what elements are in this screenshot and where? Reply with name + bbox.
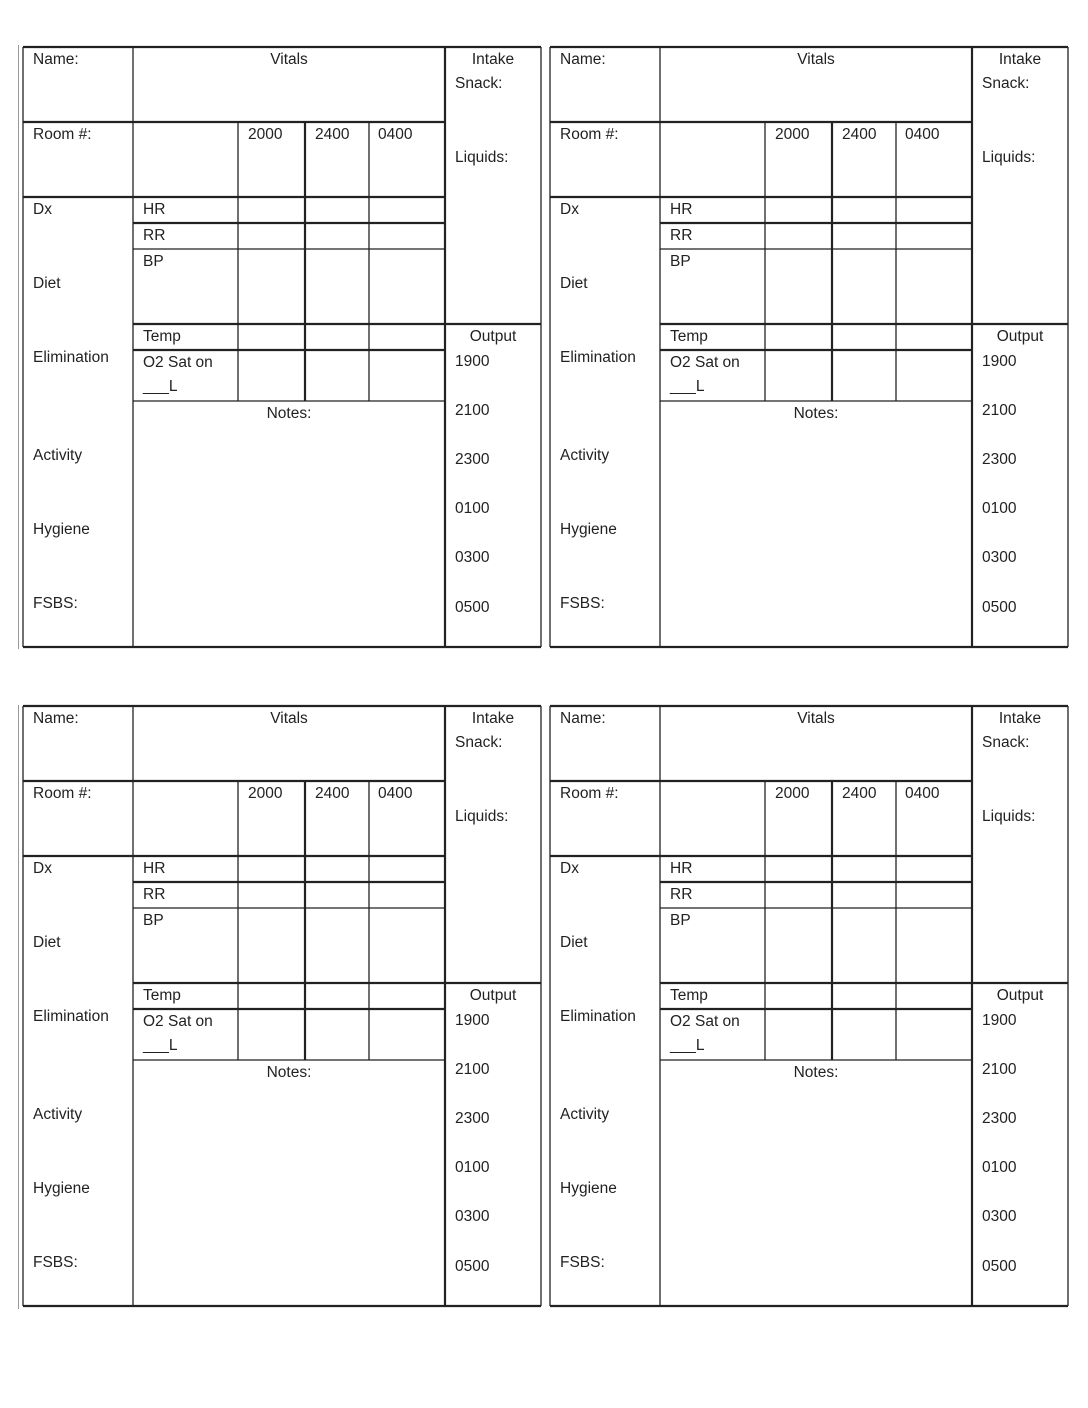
vital-label-o2-liters: ___L [143, 1037, 178, 1054]
output-time-3: 2300 [455, 451, 490, 468]
output-time-1: 1900 [455, 353, 490, 370]
vital-cell-bp-1[interactable] [240, 251, 303, 322]
vital-label-temp: Temp [143, 987, 181, 1004]
vital-label-hr: HR [670, 201, 693, 218]
output-time-6: 0500 [455, 1258, 490, 1275]
output-time-4: 0100 [982, 1159, 1017, 1176]
vital-cell-hr-2[interactable] [307, 199, 367, 221]
vital-label-o2-sat: O2 Sat on [143, 354, 213, 371]
time-header-2400: 2400 [315, 785, 350, 802]
activity-label: Activity [560, 447, 610, 464]
vitals-header: Vitals [270, 710, 308, 727]
output-time-2: 2100 [982, 402, 1017, 419]
output-time-3: 2300 [455, 1110, 490, 1127]
room-field[interactable] [628, 124, 658, 194]
vital-label-bp: BP [670, 912, 691, 929]
vital-label-rr: RR [670, 227, 693, 244]
liquids-label: Liquids: [982, 808, 1036, 825]
diet-label: Diet [560, 275, 588, 292]
output-time-1: 1900 [455, 1012, 490, 1029]
name-label: Name: [560, 710, 606, 727]
activity-label: Activity [560, 1106, 610, 1123]
vital-cell-temp-1[interactable] [767, 326, 830, 348]
output-header: Output [996, 987, 1044, 1004]
vital-cell-rr-2[interactable] [834, 225, 894, 247]
output-header: Output [469, 987, 517, 1004]
notes-label: Notes: [266, 1064, 312, 1081]
notes-field[interactable] [662, 1086, 970, 1302]
vital-cell-o2-1[interactable] [240, 352, 303, 399]
vital-cell-hr-3[interactable] [898, 199, 970, 221]
vital-cell-o2-3[interactable] [898, 1011, 970, 1058]
time-header-2400: 2400 [315, 126, 350, 143]
patient-card-top-right [550, 47, 1070, 649]
room-field[interactable] [628, 783, 658, 853]
output-time-6: 0500 [455, 599, 490, 616]
output-time-5: 0300 [455, 1208, 490, 1225]
vital-label-rr: RR [670, 886, 693, 903]
dx-label: Dx [33, 860, 52, 877]
vitals-header: Vitals [797, 51, 835, 68]
vital-label-bp: BP [143, 253, 164, 270]
elimination-label: Elimination [560, 1008, 636, 1025]
vital-cell-rr-2[interactable] [307, 884, 367, 906]
vital-cell-bp-3[interactable] [371, 910, 443, 981]
liquids-field[interactable] [974, 828, 1066, 978]
vital-label-o2-sat: O2 Sat on [143, 1013, 213, 1030]
vital-cell-rr-3[interactable] [371, 225, 443, 247]
name-field[interactable] [93, 708, 131, 778]
output-time-5: 0300 [455, 549, 490, 566]
room-label: Room #: [33, 126, 92, 143]
name-field[interactable] [620, 708, 658, 778]
vital-cell-temp-3[interactable] [898, 326, 970, 348]
vital-cell-rr-2[interactable] [307, 225, 367, 247]
name-label: Name: [560, 51, 606, 68]
page-margin-line [18, 45, 19, 649]
output-time-5: 0300 [982, 549, 1017, 566]
vital-cell-o2-2[interactable] [307, 1011, 367, 1058]
vital-label-o2-sat: O2 Sat on [670, 354, 740, 371]
intake-header: Intake [998, 51, 1042, 68]
vital-cell-bp-3[interactable] [898, 251, 970, 322]
vital-cell-hr-2[interactable] [307, 858, 367, 880]
liquids-field[interactable] [447, 828, 539, 978]
vital-cell-temp-3[interactable] [371, 985, 443, 1007]
time-header-0400: 0400 [378, 785, 413, 802]
vital-cell-temp-2[interactable] [834, 326, 894, 348]
output-time-2: 2100 [982, 1061, 1017, 1078]
output-time-4: 0100 [455, 500, 490, 517]
output-header: Output [996, 328, 1044, 345]
time-header-0400: 0400 [378, 126, 413, 143]
vital-cell-bp-1[interactable] [767, 910, 830, 981]
dx-label: Dx [560, 201, 579, 218]
time-header-2000: 2000 [248, 785, 283, 802]
vital-cell-bp-3[interactable] [898, 910, 970, 981]
hygiene-label: Hygiene [560, 521, 617, 538]
hygiene-label: Hygiene [33, 521, 90, 538]
vital-cell-rr-1[interactable] [767, 225, 830, 247]
vital-label-hr: HR [670, 860, 693, 877]
snack-label: Snack: [982, 75, 1030, 92]
liquids-field[interactable] [447, 169, 539, 319]
fsbs-label: FSBS: [560, 595, 605, 612]
vital-cell-hr-1[interactable] [767, 199, 830, 221]
patient-card-bottom-right [550, 706, 1070, 1308]
activity-label: Activity [33, 447, 83, 464]
vital-label-bp: BP [670, 253, 691, 270]
vital-cell-hr-1[interactable] [240, 858, 303, 880]
vital-cell-temp-2[interactable] [307, 326, 367, 348]
diet-label: Diet [33, 934, 61, 951]
vital-label-hr: HR [143, 860, 166, 877]
vital-cell-bp-2[interactable] [307, 251, 367, 322]
vital-cell-bp-2[interactable] [834, 251, 894, 322]
output-time-1: 1900 [982, 1012, 1017, 1029]
room-label: Room #: [33, 785, 92, 802]
intake-header: Intake [471, 710, 515, 727]
notes-label: Notes: [266, 405, 312, 422]
vitals-header: Vitals [270, 51, 308, 68]
activity-label: Activity [33, 1106, 83, 1123]
snack-label: Snack: [982, 734, 1030, 751]
vital-cell-o2-3[interactable] [371, 352, 443, 399]
room-label: Room #: [560, 785, 619, 802]
vitals-header: Vitals [797, 710, 835, 727]
vital-cell-o2-1[interactable] [767, 352, 830, 399]
vital-label-temp: Temp [670, 328, 708, 345]
time-header-2000: 2000 [775, 126, 810, 143]
time-header-0400: 0400 [905, 126, 940, 143]
vital-label-o2-sat: O2 Sat on [670, 1013, 740, 1030]
time-header-2400: 2400 [842, 126, 877, 143]
room-field[interactable] [101, 124, 131, 194]
vital-cell-rr-1[interactable] [240, 884, 303, 906]
vital-label-temp: Temp [143, 328, 181, 345]
vital-cell-bp-2[interactable] [307, 910, 367, 981]
vital-cell-o2-3[interactable] [898, 352, 970, 399]
vital-cell-hr-3[interactable] [898, 858, 970, 880]
vital-cell-bp-3[interactable] [371, 251, 443, 322]
vital-label-o2-liters: ___L [670, 378, 705, 395]
vital-cell-o2-2[interactable] [307, 352, 367, 399]
vital-label-temp: Temp [670, 987, 708, 1004]
notes-field[interactable] [662, 427, 970, 643]
fsbs-label: FSBS: [33, 1254, 78, 1271]
notes-label: Notes: [793, 405, 839, 422]
room-field[interactable] [101, 783, 131, 853]
snack-field[interactable] [974, 754, 1066, 804]
vital-label-bp: BP [143, 912, 164, 929]
vital-cell-rr-1[interactable] [240, 225, 303, 247]
diet-label: Diet [560, 934, 588, 951]
vital-cell-temp-1[interactable] [767, 985, 830, 1007]
fsbs-label: FSBS: [33, 595, 78, 612]
dx-label: Dx [560, 860, 579, 877]
vital-label-o2-liters: ___L [143, 378, 178, 395]
output-time-5: 0300 [982, 1208, 1017, 1225]
liquids-label: Liquids: [455, 149, 509, 166]
vital-cell-o2-3[interactable] [371, 1011, 443, 1058]
output-time-1: 1900 [982, 353, 1017, 370]
vital-label-hr: HR [143, 201, 166, 218]
elimination-label: Elimination [33, 349, 109, 366]
notes-field[interactable] [135, 427, 443, 643]
time-header-2000: 2000 [775, 785, 810, 802]
liquids-label: Liquids: [455, 808, 509, 825]
vital-cell-temp-3[interactable] [371, 326, 443, 348]
notes-label: Notes: [793, 1064, 839, 1081]
vital-cell-hr-3[interactable] [371, 199, 443, 221]
vital-cell-hr-3[interactable] [371, 858, 443, 880]
page-margin-line [18, 705, 19, 1309]
vital-cell-rr-1[interactable] [767, 884, 830, 906]
vital-cell-rr-3[interactable] [371, 884, 443, 906]
output-time-4: 0100 [455, 1159, 490, 1176]
vital-cell-bp-2[interactable] [834, 910, 894, 981]
fsbs-label: FSBS: [560, 1254, 605, 1271]
name-field[interactable] [93, 49, 131, 119]
vital-cell-o2-2[interactable] [834, 352, 894, 399]
notes-field[interactable] [135, 1086, 443, 1302]
patient-card-top-left [23, 47, 543, 649]
diet-label: Diet [33, 275, 61, 292]
vital-cell-temp-1[interactable] [240, 326, 303, 348]
name-label: Name: [33, 51, 79, 68]
vital-cell-rr-3[interactable] [898, 225, 970, 247]
vital-label-rr: RR [143, 227, 166, 244]
output-time-3: 2300 [982, 1110, 1017, 1127]
room-label: Room #: [560, 126, 619, 143]
vital-cell-o2-2[interactable] [834, 1011, 894, 1058]
snack-field[interactable] [447, 95, 539, 145]
output-time-2: 2100 [455, 1061, 490, 1078]
vital-cell-bp-1[interactable] [240, 910, 303, 981]
elimination-label: Elimination [33, 1008, 109, 1025]
vital-cell-hr-2[interactable] [834, 858, 894, 880]
snack-label: Snack: [455, 75, 503, 92]
hygiene-label: Hygiene [560, 1180, 617, 1197]
vital-label-rr: RR [143, 886, 166, 903]
liquids-label: Liquids: [982, 149, 1036, 166]
elimination-label: Elimination [560, 349, 636, 366]
output-time-6: 0500 [982, 1258, 1017, 1275]
snack-field[interactable] [447, 754, 539, 804]
patient-card-bottom-left [23, 706, 543, 1308]
output-time-4: 0100 [982, 500, 1017, 517]
vital-cell-temp-2[interactable] [834, 985, 894, 1007]
time-header-0400: 0400 [905, 785, 940, 802]
output-header: Output [469, 328, 517, 345]
dx-label: Dx [33, 201, 52, 218]
name-label: Name: [33, 710, 79, 727]
vital-cell-rr-3[interactable] [898, 884, 970, 906]
vital-cell-rr-2[interactable] [834, 884, 894, 906]
name-field[interactable] [620, 49, 658, 119]
intake-header: Intake [998, 710, 1042, 727]
intake-header: Intake [471, 51, 515, 68]
time-header-2400: 2400 [842, 785, 877, 802]
snack-label: Snack: [455, 734, 503, 751]
output-time-6: 0500 [982, 599, 1017, 616]
vital-cell-temp-1[interactable] [240, 985, 303, 1007]
vital-cell-temp-2[interactable] [307, 985, 367, 1007]
vital-cell-o2-1[interactable] [240, 1011, 303, 1058]
output-time-2: 2100 [455, 402, 490, 419]
vital-cell-o2-1[interactable] [767, 1011, 830, 1058]
hygiene-label: Hygiene [33, 1180, 90, 1197]
vital-cell-bp-1[interactable] [767, 251, 830, 322]
vital-cell-hr-1[interactable] [767, 858, 830, 880]
snack-field[interactable] [974, 95, 1066, 145]
output-time-3: 2300 [982, 451, 1017, 468]
vital-label-o2-liters: ___L [670, 1037, 705, 1054]
time-header-2000: 2000 [248, 126, 283, 143]
vital-cell-hr-2[interactable] [834, 199, 894, 221]
vital-cell-hr-1[interactable] [240, 199, 303, 221]
liquids-field[interactable] [974, 169, 1066, 319]
vital-cell-temp-3[interactable] [898, 985, 970, 1007]
